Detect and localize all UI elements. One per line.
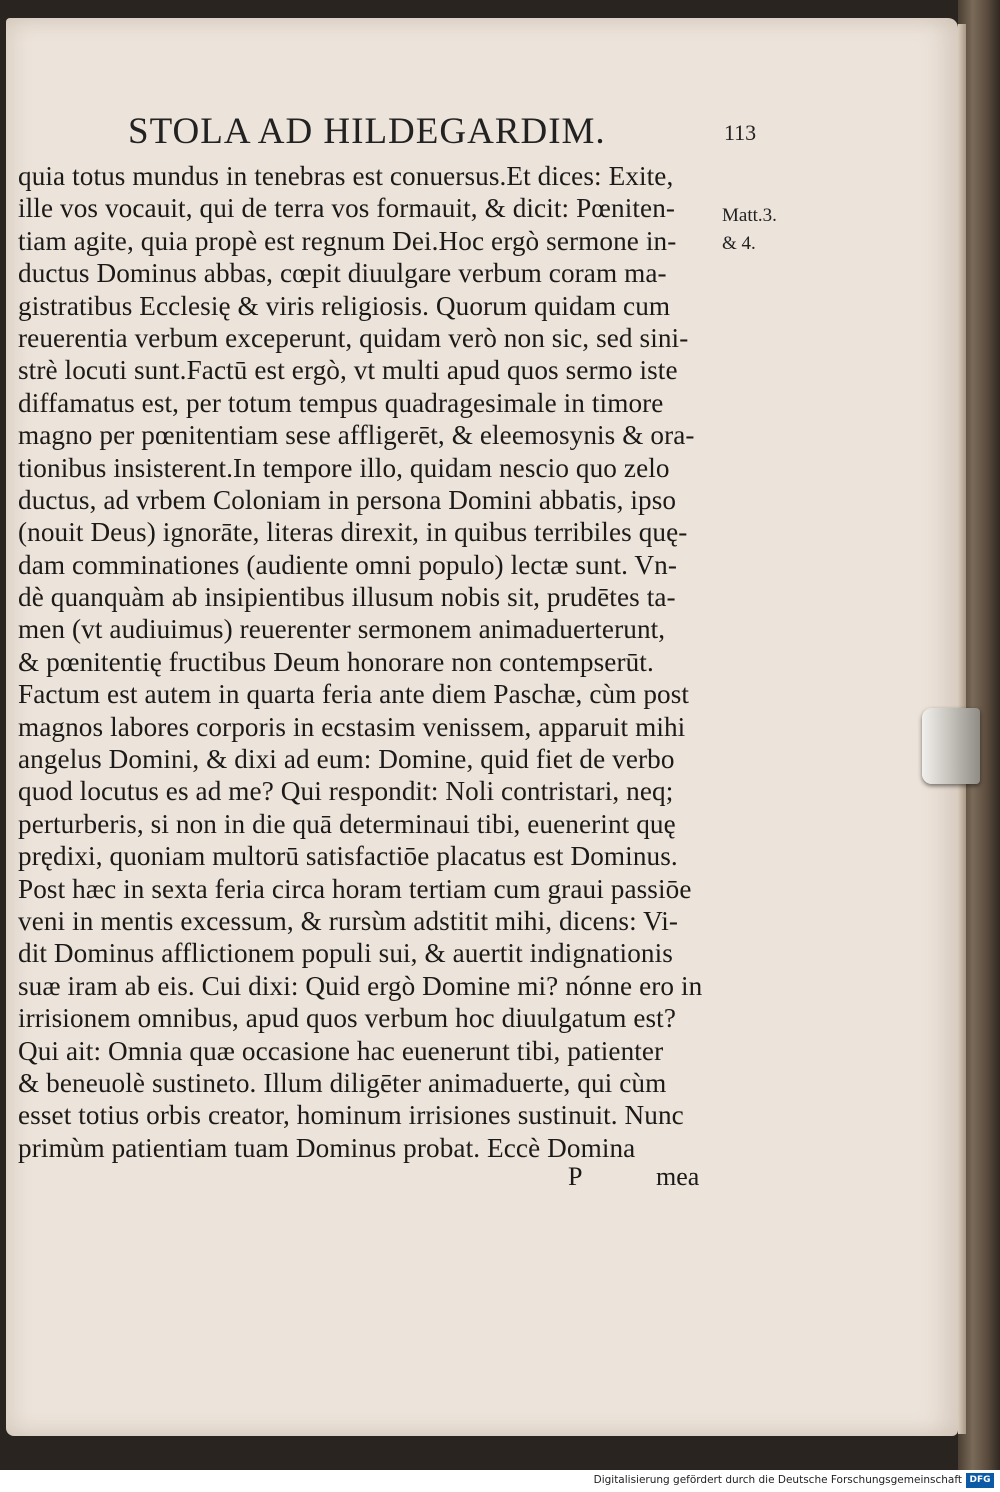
text-line: quia totus mundus in tenebras est conuersus.Et dices: Exite, — [18, 161, 674, 191]
page-clip — [922, 708, 980, 784]
text-line: perturberis, si non in die quā determinaui tibi, euenerint quę — [18, 808, 676, 839]
text-line: diffamatus est, per totum tempus quadragesimale in timore — [18, 387, 664, 418]
body-text — [18, 160, 720, 1164]
text-line: strè locuti sunt.Factū est ergò, vt multi apud quos sermo iste — [18, 355, 678, 386]
show-through-ghost — [26, 114, 36, 161]
text-line: primùm patientiam tuam Dominus probat. Eccè Domina — [18, 1132, 636, 1163]
text-line: reuerentia verbum exceperunt, quidam verò non sic, sed sini- — [18, 322, 689, 353]
text-line: magnos labores corporis in ecstasim venissem, apparuit mihi — [18, 711, 686, 742]
running-title: STOLA AD HILDEGARDIM. — [128, 111, 606, 152]
text-line: Post hæc in sexta feria circa horam tertiam cum graui passiōe — [18, 873, 692, 904]
signature-mark: P — [568, 1162, 583, 1191]
text-line: dè quanquàm ab insipientibus illusum nobis sit, prudētes ta- — [18, 582, 676, 613]
text-line: Factum est autem in quarta feria ante diem Paschæ, cùm post — [18, 679, 690, 710]
text-line: esset totius orbis creator, hominum irrisiones sustinuit. Nunc — [18, 1100, 684, 1131]
marginal-note-line: & 4. — [722, 233, 756, 254]
text-line: tionibus insisterent.In tempore illo, quidam nescio quo zelo — [18, 452, 670, 483]
text-line: irrisionem omnibus, apud quos verbum hoc diuulgatum est? — [18, 1003, 677, 1034]
text-line: prędixi, quoniam multorū satisfactiōe placatus est Dominus. — [18, 841, 678, 872]
text-line: men (vt audiuimus) reuerenter sermonem animaduerterunt, — [18, 614, 666, 645]
dfg-credit-text: Digitalisierung gefördert durch die Deutsche Forschungsgemeinschaft — [593, 1474, 962, 1486]
text-line: magno per pœnitentiam sese affligerēt, & eleemosynis & ora- — [18, 420, 695, 451]
text-line: Qui ait: Omnia quæ occasione hac euenerunt tibi, patienter — [18, 1035, 664, 1066]
text-line: & beneuolè sustineto. Illum diligēter animaduerte, qui cùm — [18, 1067, 667, 1098]
page-footer — [560, 1162, 740, 1194]
text-line: quod locutus es ad me? Qui respondit: Noli contristari, neq; — [18, 776, 674, 807]
marginal-note-line: Matt.3. — [722, 205, 777, 226]
text-line: angelus Domini, & dixi ad eum: Domine, quid fiet de verbo — [18, 744, 675, 775]
text-line: suæ iram ab eis. Cui dixi: Quid ergò Domine mi? nónne ero in — [18, 970, 703, 1001]
text-line: veni in mentis excessum, & rursùm adstitit mihi, dicens: Vi- — [18, 905, 679, 936]
text-line: ductus Dominus abbas, cœpit diuulgare verbum coram ma- — [18, 258, 667, 289]
catchword: mea — [656, 1162, 700, 1191]
text-line: dam comminationes (audiente omni populo) lectæ sunt. Vn- — [18, 549, 677, 580]
page-header — [112, 108, 932, 156]
text-line: tiam agite, quia propè est regnum Dei.Hoc ergò sermone in- — [18, 225, 677, 256]
text-line: (nouit Deus) ignorāte, literas direxit, in quibus terribiles quę- — [18, 517, 688, 548]
text-line: ille vos vocauit, qui de terra vos formauit, & dicit: Pœniten- — [18, 193, 676, 224]
text-line: & pœnitentię fructibus Deum honorare non contempserūt. — [18, 646, 654, 677]
page-number: 113 — [724, 120, 757, 145]
marginal-note — [722, 202, 777, 258]
text-line: gistratibus Ecclesię & viris religiosis. Quorum quidam cum — [18, 290, 671, 321]
text-line: dit Dominus afflictionem populi sui, & auertit indignationis — [18, 938, 673, 969]
dfg-logo-icon: DFG — [966, 1473, 994, 1488]
text-line: ductus, ad vrbem Coloniam in persona Domini abbatis, ipso — [18, 484, 677, 515]
credit-bar — [0, 1470, 1000, 1492]
